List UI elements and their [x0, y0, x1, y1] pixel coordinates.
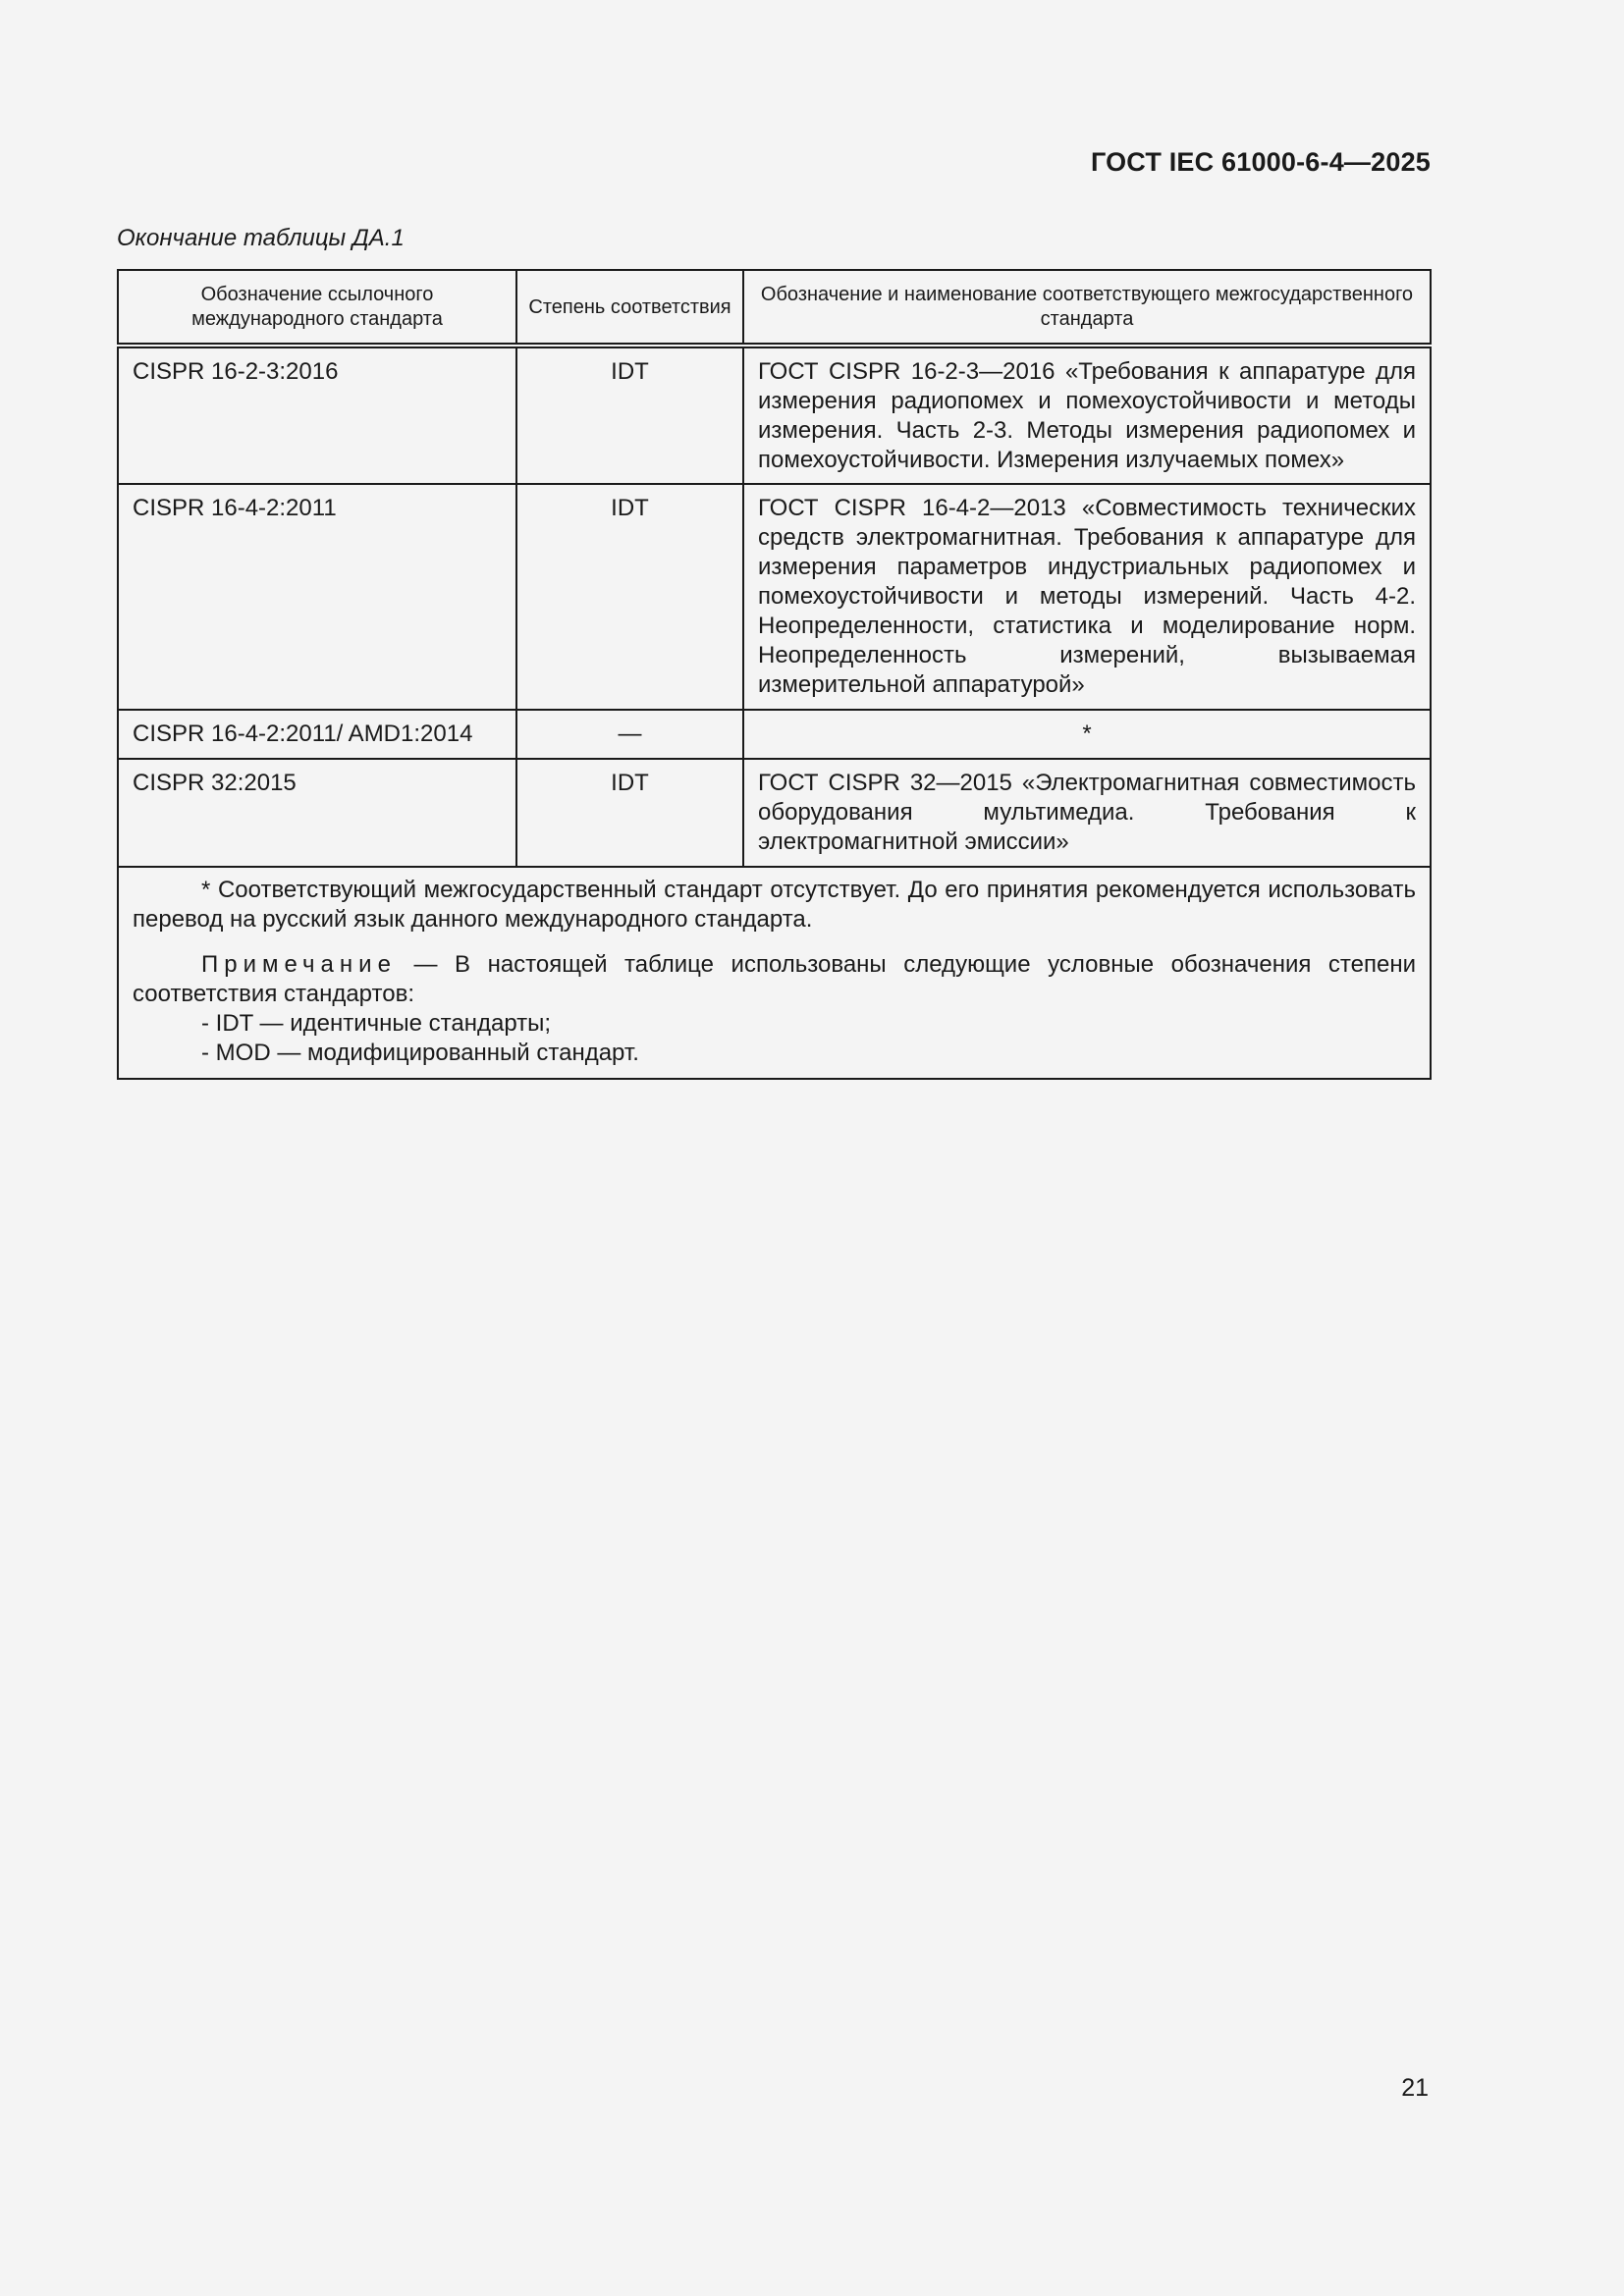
cell-standard: CISPR 16-4-2:2011/ AMD1:2014 [118, 710, 516, 759]
page-number: 21 [1401, 2074, 1429, 2102]
table-footnote-row [118, 867, 1431, 1079]
note-item: - IDT — идентичные стандарты; [201, 1010, 552, 1037]
cell-standard: CISPR 16-2-3:2016 [118, 346, 516, 484]
cell-degree: IDT [516, 759, 743, 867]
document-id: ГОСТ IEC 61000-6-4—2025 [1090, 147, 1431, 177]
footnote-cell [118, 867, 1431, 1079]
table-caption: Окончание таблицы ДА.1 [117, 225, 405, 251]
note-item: - MOD — модифицированный стандарт. [201, 1040, 639, 1066]
cell-degree: IDT [516, 484, 743, 710]
header-degree: Степень соответствия [516, 270, 743, 346]
cell-degree: IDT [516, 346, 743, 484]
header-standard: Обозначение ссылочного международного стандарта [118, 270, 516, 346]
cell-national-standard: ГОСТ CISPR 32—2015 «Электромагнитная совместимость оборудования мультимедиа. Требования к электромагнитной эмиссии» [743, 759, 1431, 867]
cell-national-standard: ГОСТ CISPR 16-4-2—2013 «Совместимость технических средств электромагнитная. Требования к аппаратуре для измерения параметров индустриальных радиопомех и помехоустойчивости и методы измерений. Часть 4-2. Неопределенности, статистика и моделирование норм. Неопределенность измерений, вызываемая измерительной аппаратурой» [743, 484, 1431, 710]
header-national-standard: Обозначение и наименование соответствующего межгосударственного стандарта [743, 270, 1431, 346]
note-text: — В настоящей таблице использованы следующие условные обозначения степени соответствия стандартов: [133, 951, 1416, 1007]
table-row [118, 346, 1431, 484]
table-row [118, 710, 1431, 759]
table-row [118, 484, 1431, 710]
table-row [118, 759, 1431, 867]
cell-standard: CISPR 32:2015 [118, 759, 516, 867]
cell-national-standard: * [743, 710, 1431, 759]
table-header-row [118, 270, 1431, 346]
cell-national-standard: ГОСТ CISPR 16-2-3—2016 «Требования к аппаратуре для измерения радиопомех и помехоустойчивости и методы измерения. Часть 2-3. Методы измерения радиопомех и помехоустойчивости. Измерения излучаемых помех» [743, 346, 1431, 484]
standards-table [117, 269, 1432, 1080]
cell-degree: — [516, 710, 743, 759]
cell-standard: CISPR 16-4-2:2011 [118, 484, 516, 710]
note-label: Примечание [201, 951, 397, 978]
footnote-text: * Соответствующий межгосударственный стандарт отсутствует. До его принятия рекомендуется использовать перевод на русский язык данного международного стандарта. [133, 877, 1416, 933]
note-paragraph [133, 950, 1416, 1009]
